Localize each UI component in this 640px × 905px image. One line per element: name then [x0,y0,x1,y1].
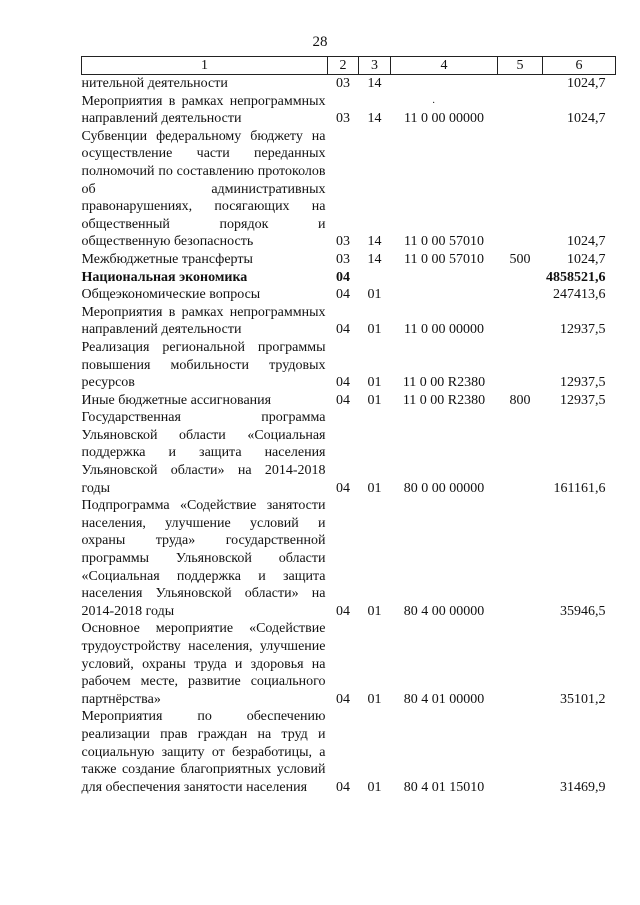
row-expense-type [498,286,543,304]
row-expense-type: 500 [509,251,531,267]
row-expense-type [498,269,543,287]
table-row [82,269,616,287]
row-amount: 1024,7 [567,76,606,91]
table-row [82,620,616,708]
row-amount: 161161,6 [553,480,606,496]
row-section: 04 [336,603,350,619]
table-row [82,128,616,251]
row-name: Общеэкономические вопросы [81,287,261,303]
row-target-article [391,286,498,304]
budget-table [81,56,616,796]
row-amount: 12937,5 [560,375,606,391]
table-row [82,251,616,269]
row-section: 04 [336,779,350,795]
row-section: 04 [336,322,350,338]
table-body [82,75,616,797]
row-name: Государственная программа Ульяновской области «Социальная поддержка и защита населения Ульяновской области» на 2014-2018 годы [81,410,326,496]
row-section: 04 [336,691,350,707]
row-subsection: 14 [367,234,382,250]
row-target-article: 11 0 00 00000 [404,111,484,127]
row-section: 04 [336,375,350,391]
row-amount: 1024,7 [567,111,606,127]
row-name: Национальная экономика [81,269,248,285]
row-subsection: 14 [367,251,382,267]
row-subsection: 14 [367,76,382,91]
row-name: Мероприятия в рамках непрограммных направлений деятельности [81,304,326,338]
row-section: 04 [336,480,350,496]
column-header-4: 4 [391,57,498,75]
table-row [82,339,616,392]
table-header [82,57,616,75]
column-header-6: 6 [543,57,616,75]
row-expense-type [498,93,543,128]
table-row [82,497,616,620]
row-amount: 35946,5 [560,603,606,619]
row-target-article: 11 0 00 00000 [404,322,484,338]
row-name: нительной деятельности [81,76,228,91]
row-name: Подпрограмма «Содействие занятости населения, улучшение условий и охраны труда» государственной программы Ульяновской области «Социальная поддержка и защита населения Ульяновской области» на 2014-2018 годы [81,498,326,619]
row-name: Мероприятия в рамках непрограммных направлений деятельности [81,93,326,127]
row-expense-type [498,620,543,708]
row-section: 03 [336,251,350,267]
table-row [82,93,616,128]
row-target-article [391,75,498,93]
table-row [82,392,616,410]
row-section: 03 [336,76,350,91]
row-subsection: 01 [367,375,382,391]
column-header-1: 1 [82,57,328,75]
row-section: 04 [336,269,350,285]
row-name: Иные бюджетные ассигнования [81,392,272,408]
row-expense-type [498,708,543,796]
row-expense-type [498,304,543,339]
row-target-article: 11 0 00 57010 [404,251,484,267]
row-subsection: 01 [367,691,382,707]
row-amount: 1024,7 [567,251,606,267]
page-number: 28 [312,34,328,50]
row-target-article: 80 4 00 00000 [403,603,485,619]
row-amount: 4858521,6 [546,269,606,285]
row-subsection: 14 [367,111,382,127]
row-target-article: 80 0 00 00000 [403,480,485,496]
row-amount: 1024,7 [567,234,606,250]
row-name: Межбюджетные трансферты [81,251,253,267]
column-header-3: 3 [359,57,391,75]
row-target-article: 11 0 00 R2380 [402,375,486,391]
row-target-article: 11 0 00 57010 [404,234,484,250]
row-amount: 12937,5 [560,392,606,408]
row-name: Основное мероприятие «Содействие трудоустройству населения, улучшение условий, охраны труда и здоровья на рабочем месте, развитие социального партнёрства» [81,621,326,707]
table-row [82,708,616,796]
row-subsection: 01 [367,603,382,619]
table-row [82,409,616,497]
row-name: Реализация региональной программы повышения мобильности трудовых ресурсов [81,339,326,391]
row-name: Мероприятия по обеспечению реализации прав граждан на труд и социальную защиту от безработицы, а также создание благоприятных условий для обеспечения занятости населения [81,709,326,795]
row-expense-type: 800 [509,392,531,408]
row-expense-type [498,409,543,497]
row-amount: 247413,6 [553,287,606,303]
row-amount: 31469,9 [560,779,606,795]
row-name: Субвенции федеральному бюджету на осуществление части переданных полномочий по составлению протоколов об административных правонарушениях, посягающих на общественный порядок и общественную безопасность [81,128,326,250]
row-subsection: 01 [367,322,382,338]
table-row [82,304,616,339]
row-section: 04 [336,287,350,303]
row-subsection: 01 [367,480,382,496]
row-section: 04 [336,392,350,408]
stray-dot: · [432,98,436,109]
row-target-article: 80 4 01 00000 [403,691,485,707]
row-subsection: 01 [367,779,382,795]
row-section: 03 [336,111,350,127]
row-amount: 12937,5 [560,322,606,338]
row-target-article [391,269,498,287]
row-expense-type [498,75,543,93]
row-expense-type [498,128,543,251]
row-amount: 35101,2 [560,691,606,707]
table-row [82,286,616,304]
column-header-2: 2 [328,57,359,75]
table-row [82,75,616,93]
row-target-article: 11 0 00 R2380 [402,392,486,408]
row-subsection: 01 [367,287,382,303]
row-subsection: 01 [367,392,382,408]
row-expense-type [498,497,543,620]
column-header-5: 5 [498,57,543,75]
row-target-article: 80 4 01 15010 [403,779,485,795]
row-section: 03 [336,234,350,250]
row-expense-type [498,339,543,392]
row-subsection [359,269,391,287]
